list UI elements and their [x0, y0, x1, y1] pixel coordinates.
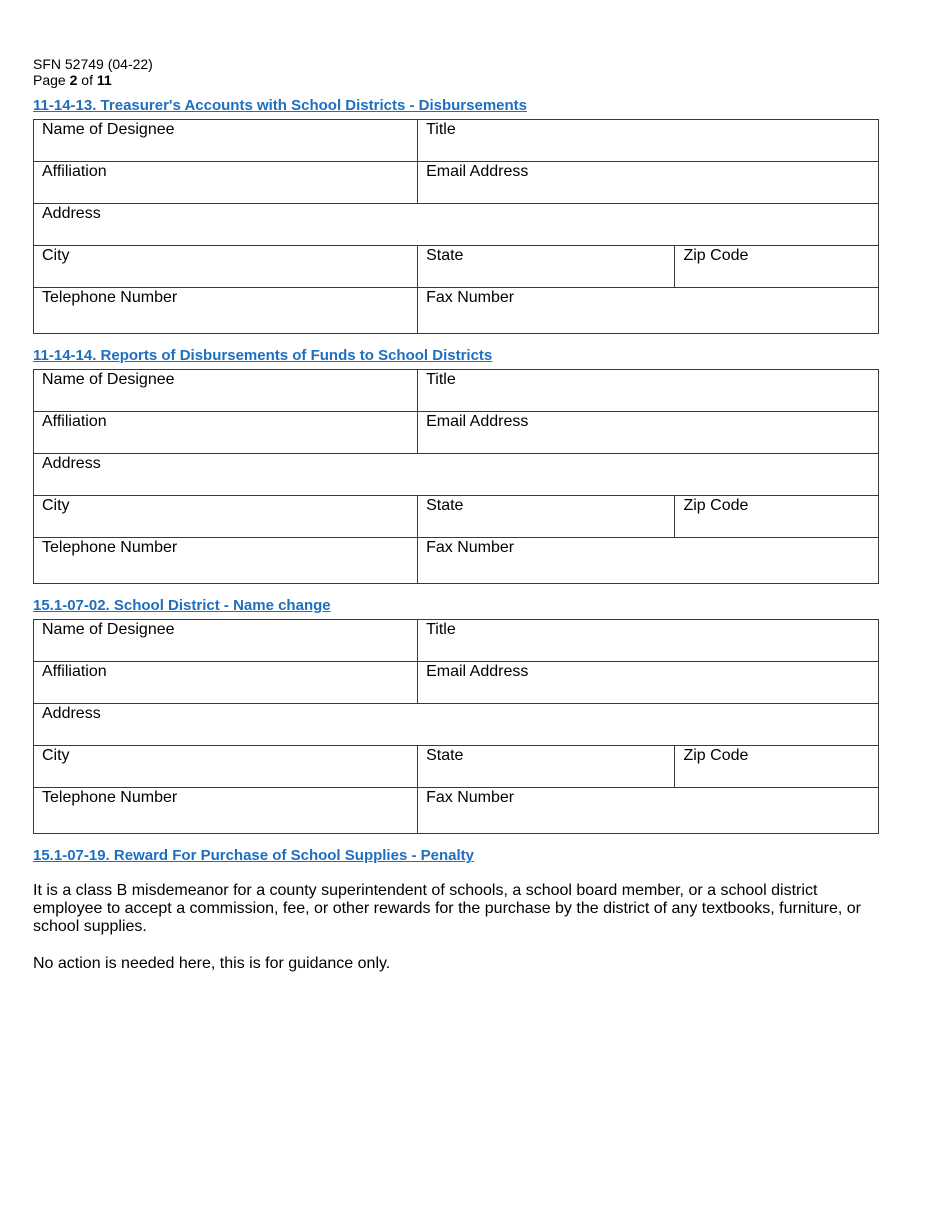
page-total: 11: [96, 72, 112, 88]
form-row: [34, 287, 878, 333]
city-field[interactable]: City: [42, 247, 70, 264]
telephone-number-field[interactable]: Telephone Number: [42, 789, 178, 806]
section-title-link[interactable]: 15.1-07-02. School District - Name change: [33, 597, 331, 614]
section-15-1-07-19: [33, 847, 879, 869]
address-field[interactable]: Address: [42, 455, 101, 472]
state-field[interactable]: State: [417, 746, 674, 787]
title-field[interactable]: Title: [417, 120, 878, 161]
affiliation-field[interactable]: Affiliation: [42, 663, 107, 680]
city-field[interactable]: City: [42, 747, 70, 764]
page-indicator: [33, 72, 153, 88]
page-number: 2: [69, 72, 78, 88]
section-15-1-07-02: [33, 597, 879, 834]
section-11-14-13: [33, 97, 879, 334]
state-field[interactable]: State: [417, 246, 674, 287]
section-title-link[interactable]: 11-14-14. Reports of Disbursements of Funds to School Districts: [33, 347, 493, 364]
form-row: [34, 161, 878, 203]
name-of-designee-field[interactable]: Name of Designee: [42, 621, 175, 638]
section-11-14-14: [33, 347, 879, 584]
email-address-field[interactable]: Email Address: [417, 412, 878, 453]
form-row: [34, 537, 878, 583]
form-row: [34, 787, 878, 833]
telephone-number-field[interactable]: Telephone Number: [42, 539, 178, 556]
state-field[interactable]: State: [417, 496, 674, 537]
designee-form: [33, 619, 879, 834]
form-row: [34, 620, 878, 661]
affiliation-field[interactable]: Affiliation: [42, 413, 107, 430]
title-field[interactable]: Title: [417, 370, 878, 411]
zip-code-field[interactable]: Zip Code: [674, 246, 878, 287]
city-field[interactable]: City: [42, 497, 70, 514]
form-row: [34, 203, 878, 245]
form-row: [34, 370, 878, 411]
address-field[interactable]: Address: [42, 705, 101, 722]
section-title-link[interactable]: 15.1-07-19. Reward For Purchase of School Supplies - Penalty: [33, 847, 474, 864]
guidance-paragraph: It is a class B misdemeanor for a county superintendent of schools, a school board member, or a school district employee to accept a commission, fee, or other rewards for the purchase by the district of any textbooks, furniture, or school supplies.: [33, 882, 861, 935]
fax-number-field[interactable]: Fax Number: [417, 538, 878, 583]
form-row: [34, 495, 878, 537]
designee-form: [33, 369, 879, 584]
title-field[interactable]: Title: [417, 620, 878, 661]
designee-form: [33, 119, 879, 334]
page-header: [33, 56, 153, 88]
affiliation-field[interactable]: Affiliation: [42, 163, 107, 180]
form-row: [34, 245, 878, 287]
guidance-note: No action is needed here, this is for guidance only.: [33, 955, 391, 972]
email-address-field[interactable]: Email Address: [417, 162, 878, 203]
fax-number-field[interactable]: Fax Number: [417, 288, 878, 333]
form-id: SFN 52749 (04-22): [33, 56, 153, 72]
fax-number-field[interactable]: Fax Number: [417, 788, 878, 833]
form-row: [34, 745, 878, 787]
form-row: [34, 120, 878, 161]
section-title-link[interactable]: 11-14-13. Treasurer's Accounts with School Districts - Disbursements: [33, 97, 528, 114]
name-of-designee-field[interactable]: Name of Designee: [42, 121, 175, 138]
of-word: of: [81, 72, 93, 88]
zip-code-field[interactable]: Zip Code: [674, 746, 878, 787]
telephone-number-field[interactable]: Telephone Number: [42, 289, 178, 306]
name-of-designee-field[interactable]: Name of Designee: [42, 371, 175, 388]
email-address-field[interactable]: Email Address: [417, 662, 878, 703]
zip-code-field[interactable]: Zip Code: [674, 496, 878, 537]
form-row: [34, 661, 878, 703]
page-word: Page: [33, 72, 66, 88]
form-row: [34, 703, 878, 745]
form-row: [34, 411, 878, 453]
address-field[interactable]: Address: [42, 205, 101, 222]
form-row: [34, 453, 878, 495]
